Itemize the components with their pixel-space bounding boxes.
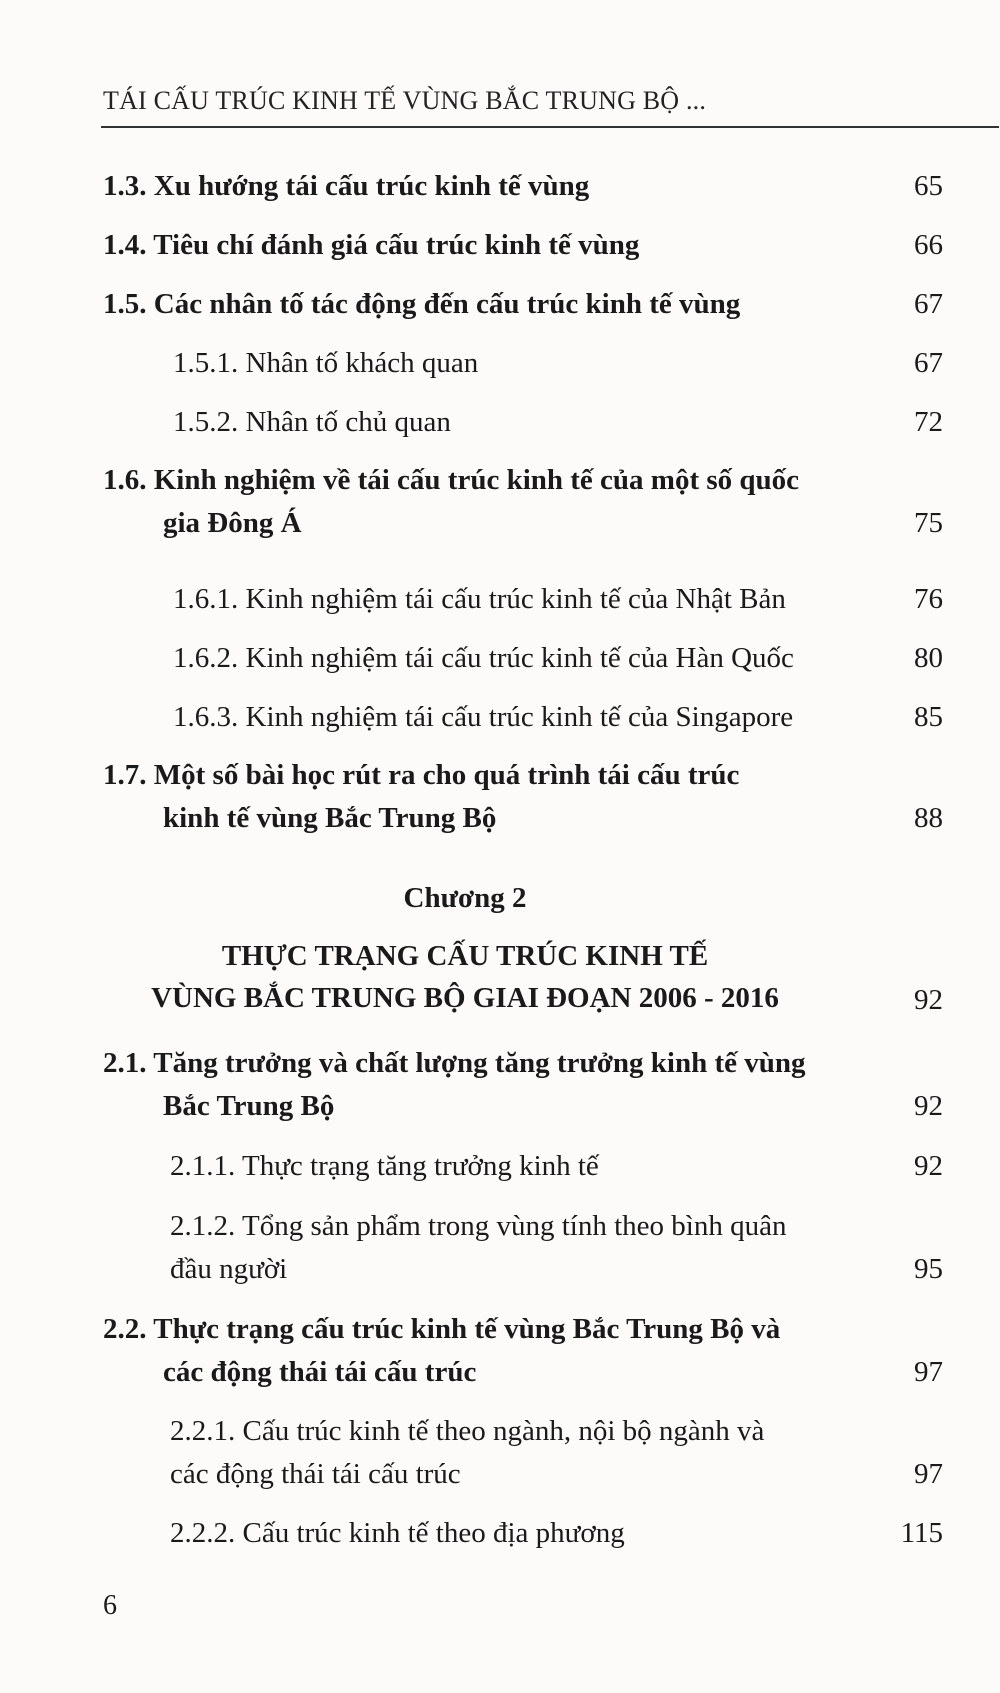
toc-entry-page: 66	[914, 229, 943, 261]
toc-entry-title-continued: Bắc Trung Bộ	[163, 1090, 335, 1122]
toc-entry-title: Kinh nghiệm tái cấu trúc kinh tế của Nhật Bản	[245, 583, 786, 615]
toc-entry-1-6-3[interactable]	[173, 696, 943, 739]
toc-entry-title: Xu hướng tái cấu trúc kinh tế vùng	[153, 170, 590, 202]
toc-entry-number: 2.2.1.	[170, 1415, 236, 1447]
toc-entry-title-continued: các động thái tái cấu trúc	[163, 1356, 477, 1388]
toc-entry-title: Cấu trúc kinh tế theo ngành, nội bộ ngành và	[242, 1415, 765, 1447]
chapter-title-line-2: VÙNG BẮC TRUNG BỘ GIAI ĐOẠN 2006 - 2016	[151, 982, 779, 1014]
running-head: TÁI CẤU TRÚC KINH TẾ VÙNG BẮC TRUNG BỘ ...	[103, 86, 707, 115]
toc-entry-number: 1.6.2.	[173, 642, 239, 674]
toc-entry-title-continued: kinh tế vùng Bắc Trung Bộ	[163, 802, 497, 834]
toc-entry-page: 67	[914, 288, 943, 320]
toc-entry-title: Nhân tố khách quan	[245, 347, 479, 379]
toc-entry-title: Tổng sản phẩm trong vùng tính theo bình quân	[241, 1210, 787, 1242]
toc-entry-title: Một số bài học rút ra cho quá trình tái cấu trúc	[153, 759, 740, 791]
toc-entry-title: Kinh nghiệm tái cấu trúc kinh tế của Hàn Quốc	[245, 642, 794, 674]
toc-entry-page: 75	[914, 507, 943, 539]
toc-entry-page: 80	[914, 642, 943, 674]
toc-entry-title: Các nhân tố tác động đến cấu trúc kinh tế vùng	[153, 288, 741, 320]
toc-entry-page: 97	[914, 1356, 943, 1388]
toc-entry-title: Tăng trưởng và chất lượng tăng trưởng kinh tế vùng	[153, 1047, 806, 1079]
toc-entry-number: 2.1.	[103, 1047, 147, 1079]
toc-entry-title-continued: các động thái tái cấu trúc	[170, 1458, 461, 1490]
toc-entry-1-4[interactable]	[103, 224, 943, 267]
page-number: 6	[103, 1590, 117, 1621]
toc-entry-page: 72	[914, 406, 943, 438]
toc-entry-title: Thực trạng tăng trưởng kinh tế	[241, 1150, 599, 1182]
toc-entry-page: 92	[914, 1090, 943, 1122]
toc-entry-number: 1.6.3.	[173, 701, 239, 733]
toc-entry-page: 95	[914, 1253, 943, 1285]
chapter-label: Chương 2	[403, 882, 527, 914]
toc-entry-page: 85	[914, 701, 943, 733]
toc-entry-title: Nhân tố chủ quan	[245, 406, 451, 438]
toc-entry-number: 1.6.1.	[173, 583, 239, 615]
toc-entry-2-1-1[interactable]	[170, 1145, 943, 1188]
toc-entry-title-continued: đầu người	[170, 1253, 288, 1285]
toc-entry-title: Thực trạng cấu trúc kinh tế vùng Bắc Trung Bộ và	[153, 1313, 781, 1345]
chapter-title-line-1: THỰC TRẠNG CẤU TRÚC KINH TẾ	[221, 940, 709, 972]
toc-entry-1-5-1[interactable]	[173, 342, 943, 385]
toc-entry-page: 76	[914, 583, 943, 615]
toc-entry-page: 92	[914, 984, 943, 1016]
toc-entry-page: 97	[914, 1458, 943, 1490]
toc-entry-1-5[interactable]	[103, 283, 943, 326]
toc-entry-title: Tiêu chí đánh giá cấu trúc kinh tế vùng	[153, 229, 640, 261]
toc-entry-page: 115	[900, 1517, 943, 1549]
toc-entry-number: 1.7.	[103, 759, 147, 791]
toc-entry-number: 2.1.1.	[170, 1150, 236, 1182]
toc-entry-page: 67	[914, 347, 943, 379]
toc-entry-2-1-2[interactable]	[170, 1205, 943, 1291]
toc-entry-title-continued: gia Đông Á	[163, 507, 302, 539]
toc-entry-number: 1.5.1.	[173, 347, 239, 379]
toc-entry-number: 2.2.2.	[170, 1517, 236, 1549]
toc-entry-2-2[interactable]	[103, 1308, 943, 1394]
toc-entry-number: 2.2.	[103, 1313, 147, 1345]
toc-entry-1-6-2[interactable]	[173, 637, 943, 680]
toc-entry-2-2-1[interactable]	[170, 1410, 943, 1496]
toc-entry-page: 92	[914, 1150, 943, 1182]
toc-entry-2-1[interactable]	[103, 1042, 943, 1128]
toc-entry-number: 1.3.	[103, 170, 147, 202]
toc-entry-page: 88	[914, 802, 943, 834]
toc-entry-title: Kinh nghiệm tái cấu trúc kinh tế của Singapore	[245, 701, 794, 733]
toc-entry-number: 1.5.	[103, 288, 147, 320]
toc-entry-number: 1.6.	[103, 464, 147, 496]
toc-entry-1-3[interactable]	[103, 165, 943, 208]
toc-entry-1-7[interactable]	[103, 754, 943, 840]
toc-entry-number: 2.1.2.	[170, 1210, 236, 1242]
toc-entry-number: 1.5.2.	[173, 406, 239, 438]
toc-entry-2-2-2[interactable]	[170, 1512, 943, 1555]
toc-entry-title: Cấu trúc kinh tế theo địa phương	[242, 1517, 625, 1549]
toc-entry-1-6-1[interactable]	[173, 578, 943, 621]
toc-entry-title: Kinh nghiệm về tái cấu trúc kinh tế của một số quốc	[153, 464, 800, 496]
toc-entry-1-6[interactable]	[103, 459, 943, 545]
toc-entry-number: 1.4.	[103, 229, 147, 261]
toc-entry-page: 65	[914, 170, 943, 202]
toc-entry-1-5-2[interactable]	[173, 401, 943, 444]
